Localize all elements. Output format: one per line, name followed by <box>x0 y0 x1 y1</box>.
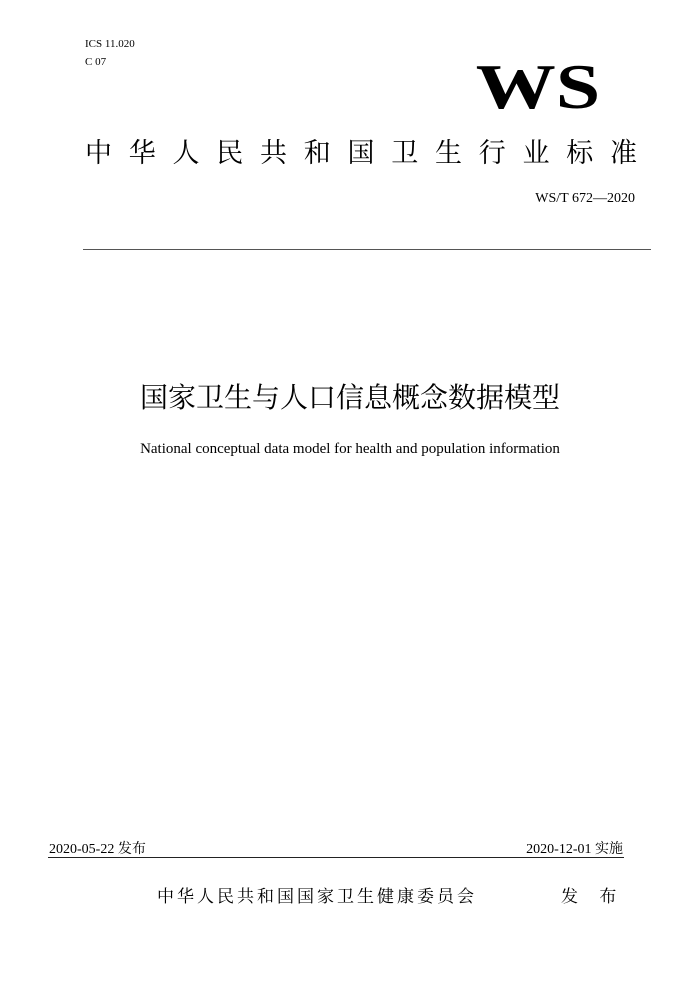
document-title-english: National conceptual data model for health and population information <box>140 441 560 457</box>
standard-type-char: 中 <box>85 138 112 169</box>
standard-type-char: 卫 <box>391 138 419 169</box>
issue-label: 发布 <box>117 841 146 857</box>
header-divider <box>83 249 651 250</box>
issuing-authority: 中华人民共和国国家卫生健康委员会 <box>157 887 477 907</box>
standard-type-char: 国 <box>347 138 375 169</box>
issue-date: 2020-05-22 <box>49 842 115 857</box>
standard-type-char: 民 <box>216 138 244 169</box>
publish-label: 发 布 <box>561 887 625 907</box>
document-title-chinese: 国家卫生与人口信息概念数据模型 <box>139 381 560 414</box>
standard-type-char: 和 <box>303 138 331 169</box>
standard-number: WS/T 672—2020 <box>535 191 635 206</box>
ics-code: ICS 11.020 <box>85 38 135 50</box>
standard-type-char: 生 <box>435 138 462 169</box>
footer-divider <box>48 857 624 858</box>
ws-logo <box>464 58 612 116</box>
implementation-label: 实施 <box>595 841 623 857</box>
standard-type-title <box>85 134 637 174</box>
svg-text:WS: WS <box>475 58 601 116</box>
standard-type-char: 华 <box>128 138 156 169</box>
standard-type-char: 标 <box>566 138 594 169</box>
standard-type-char: 人 <box>172 138 200 169</box>
standard-type-char: 准 <box>610 138 637 169</box>
standard-type-char: 业 <box>522 138 550 169</box>
issue-date-line <box>49 838 146 858</box>
implementation-date: 2020-12-01 <box>526 842 592 857</box>
standard-type-char: 共 <box>260 138 287 169</box>
ccs-code: C 07 <box>85 56 107 68</box>
implementation-date-line <box>526 838 623 858</box>
standard-type-char: 行 <box>478 138 506 169</box>
